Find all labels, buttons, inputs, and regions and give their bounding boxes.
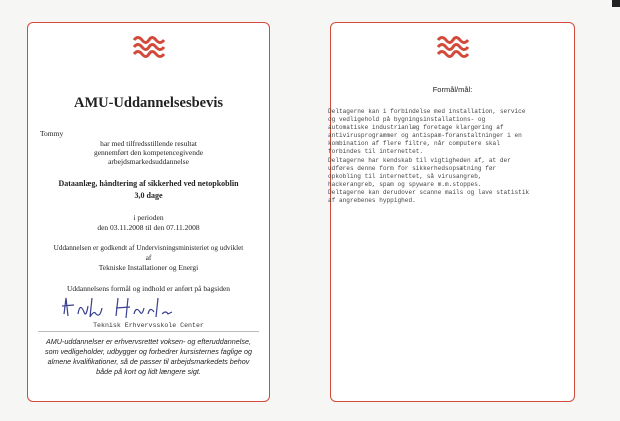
- footer-line-4: både på kort og lidt længere sigt.: [96, 367, 201, 376]
- wave-logo-icon: [437, 35, 469, 59]
- purpose-line: og vedligehold på bygningsinstallations- og: [328, 116, 486, 124]
- purpose-line: forbindes til internettet.: [328, 148, 424, 156]
- period-label: i perioden: [133, 213, 164, 222]
- certificate-front-page: [27, 22, 270, 402]
- intro-line-2: gennemført den kompetencegivende: [93, 148, 204, 157]
- purpose-line: Deltagerne kan i forbindelse med installation, service: [328, 108, 526, 115]
- signature: [38, 292, 188, 322]
- recipient-name: Tommy: [40, 128, 64, 138]
- purpose-line: Deltagerne har kendskab til vigtigheden af, at der: [328, 156, 511, 164]
- wave-logo-icon: [133, 35, 165, 59]
- purpose-line: antivirusprogrammer og antispam-foranstaltninger i en: [328, 132, 522, 140]
- committee-name: Tekniske Installationer og Energi: [98, 263, 199, 272]
- certificate-back-page: [330, 22, 575, 402]
- purpose-line: af angrebenes hyppighed.: [328, 197, 416, 205]
- certificate-title: AMU-Uddannelsesbevis: [73, 95, 224, 111]
- purpose-text: [328, 108, 572, 205]
- footer-line-3: almene kvalifikationer, så de passer til arbejdsmarkedets behov: [47, 357, 250, 366]
- signature-divider: [38, 331, 259, 332]
- purpose-line: udføres denne form for sikkerhedsopsætning før: [328, 164, 497, 172]
- course-duration: 3,0 dage: [134, 191, 163, 200]
- purpose-line: hackerangreb, spam og spyware m.m.stoppes.: [328, 180, 482, 188]
- school-name: Teknisk Erhvervsskole Center: [93, 322, 204, 329]
- purpose-heading: Formål/mål:: [432, 85, 473, 94]
- purpose-line: opkobling til internettet, så virusangreb,: [328, 172, 482, 180]
- purpose-line: Deltagerne kan derudover scanne mails og lave statistik: [328, 188, 530, 196]
- corner-mark: [612, 0, 620, 7]
- footer-line-2: som vedligeholder, udbygger og forbedrer kursisternes faglige og: [45, 347, 252, 356]
- footer-text: [36, 337, 261, 377]
- intro-line-1: har med tilfredsstillende resultat: [100, 139, 197, 148]
- back-note: Uddannelsens formål og indhold er anført på bagsiden: [66, 284, 231, 293]
- intro-line-3: arbejdsmarkedsuddannelse: [108, 157, 189, 166]
- footer-line-1: AMU-uddannelser er erhvervsrettet voksen- og efteruddannelse,: [46, 337, 251, 346]
- course-period: den 03.11.2008 til den 07.11.2008: [97, 223, 200, 232]
- approval-line: Uddannelsen er godkendt af Undervisningsministeriet og udviklet: [53, 244, 244, 252]
- approval-of: af: [145, 253, 152, 262]
- purpose-line: automatiske industrianlæg foretage klargøring af: [328, 124, 504, 132]
- purpose-line: kombination af flere filtre, når computere skal: [328, 140, 500, 148]
- course-name: Dataanlæg, håndtering af sikkerhed ved netopkoblin: [58, 179, 239, 188]
